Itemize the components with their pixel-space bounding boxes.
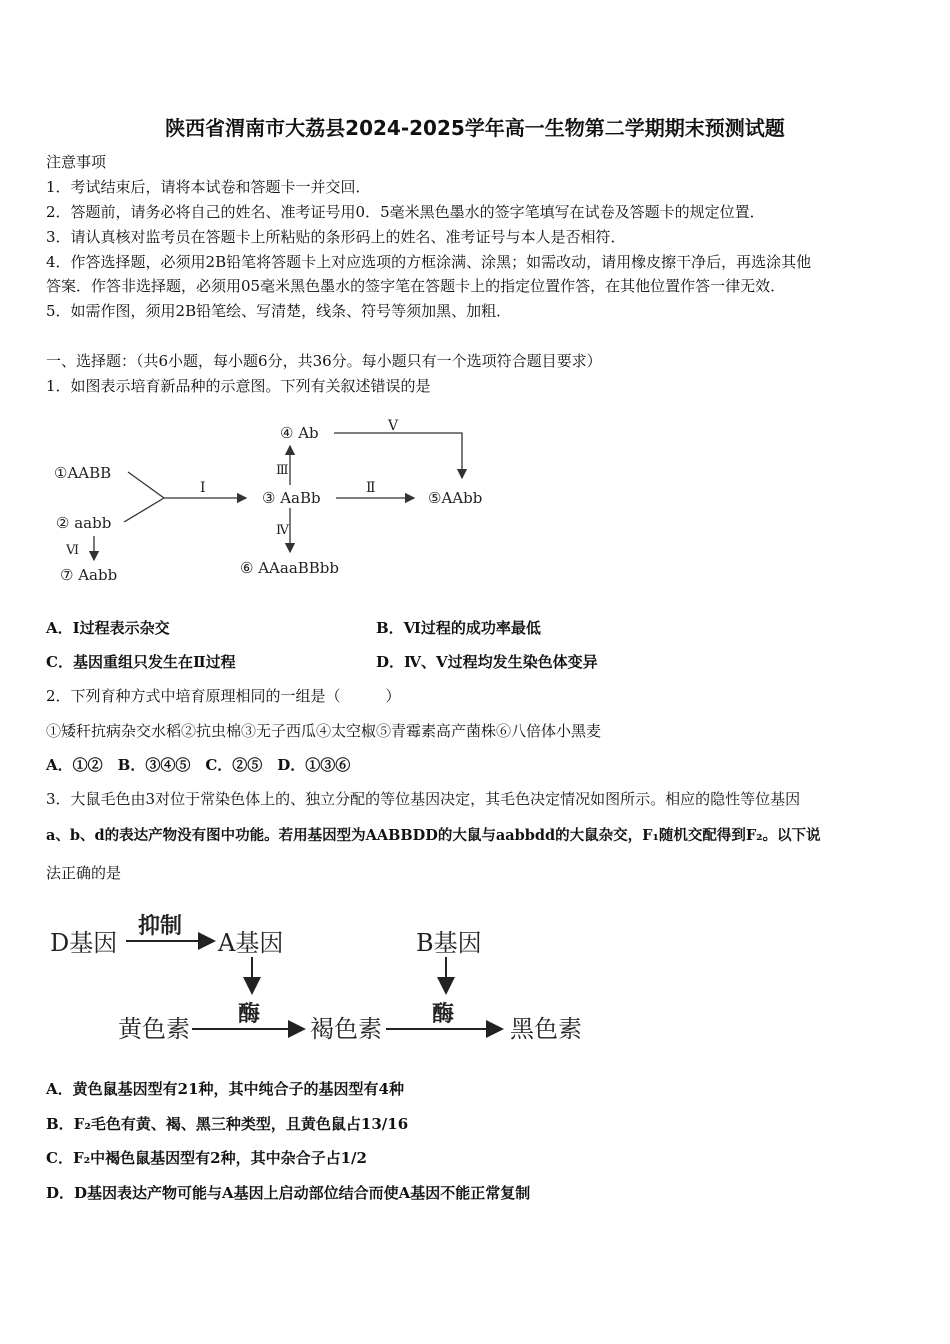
q2-options: A．①② B．③④⑤ C．②⑤ D．①③⑥	[46, 756, 351, 774]
q2-stem: 2．下列育种方式中培育原理相同的一组是（ ）	[46, 687, 401, 705]
q1-option-a: A．Ⅰ过程表示杂交	[46, 619, 170, 637]
label-IV: Ⅳ	[276, 523, 289, 538]
q3-stem-line1: 3．大鼠毛色由3对位于常染色体上的、独立分配的等位基因决定，其毛色决定情况如图所示。相应的隐性等位基因	[46, 790, 801, 808]
q1-option-c: C．基因重组只发生在Ⅱ过程	[46, 653, 236, 671]
q1-stem: 1．如图表示培育新品种的示意图。下列有关叙述错误的是	[46, 377, 431, 395]
q3-option-d: D．D基因表达产物可能与A基因上启动部位结合而使A基因不能正常复制	[46, 1184, 531, 1202]
q3-stem-line3: 法正确的是	[46, 864, 122, 882]
notice-item-4-cont: 答案．作答非选择题，必须用05毫米黑色墨水的签字笔在答题卡上的指定位置作答，在其他位置作答一律无效．	[46, 277, 786, 295]
yellow-pigment-label: 黄色素	[118, 1015, 190, 1043]
label-VI: Ⅵ	[66, 543, 80, 558]
node-aabb-parent1: ①AABB	[54, 464, 112, 482]
q1-option-b: B．Ⅵ过程的成功率最低	[376, 619, 541, 637]
node-aabb-parent2: ② aabb	[56, 514, 112, 532]
q1-breeding-diagram	[40, 410, 510, 590]
notice-item-4: 4．作答选择题，必须用2B铅笔将答题卡上对应选项的方框涂满、涂黑；如需改动，请用橡皮擦干净后，再选涂其他	[46, 253, 812, 271]
q3-stem-line2: a、b、d的表达产物没有图中功能。若用基因型为AABBDD的大鼠与aabbdd的大鼠杂交，F₁随机交配得到F₂。以下说	[46, 827, 821, 844]
q3-option-c: C．F₂中褐色鼠基因型有2种，其中杂合子占1/2	[46, 1149, 367, 1167]
node-aabb-3: ③ AaBb	[262, 489, 321, 507]
q1-option-d: D．Ⅳ、Ⅴ过程均发生染色体变异	[376, 653, 598, 671]
q3-option-a: A．黄色鼠基因型有21种，其中纯合子的基因型有4种	[46, 1080, 404, 1098]
label-III: Ⅲ	[276, 463, 289, 478]
branch-line-lower	[124, 498, 164, 522]
notice-item-1: 1．考试结束后，请将本试卷和答题卡一并交回．	[46, 178, 371, 196]
node-ab-4: ④ Ab	[280, 424, 319, 442]
node-aabb-5: ⑤AAbb	[428, 489, 483, 507]
q3-pigment-diagram	[46, 905, 606, 1055]
notice-item-2: 2．答题前，请务必将自己的姓名、准考证号用0．5毫米黑色墨水的签字笔填写在试卷及答题卡的规定位置．	[46, 203, 765, 221]
black-pigment-label: 黑色素	[510, 1015, 582, 1043]
inhibit-label: 抑制	[138, 913, 183, 939]
node-aaaabbbb-6: ⑥ AAaaBBbb	[240, 559, 340, 577]
notice-heading: 注意事项	[46, 153, 107, 171]
node-aabb-7: ⑦ Aabb	[60, 566, 118, 584]
label-II: Ⅱ	[366, 480, 376, 496]
brown-pigment-label: 褐色素	[310, 1015, 382, 1043]
branch-line-upper	[128, 472, 164, 498]
page-title: 陕西省渭南市大荔县2024-2025学年高一生物第二学期期末预测试题	[165, 116, 785, 140]
a-gene-label: A基因	[218, 929, 284, 957]
enzyme-label-1: 酶	[238, 1001, 261, 1027]
q3-option-b: B．F₂毛色有黄、褐、黑三种类型，且黄色鼠占13/16	[46, 1115, 409, 1133]
notice-item-3: 3．请认真核对监考员在答题卡上所粘贴的条形码上的姓名、准考证号与本人是否相符．	[46, 228, 626, 246]
d-gene-label: D基因	[50, 929, 118, 957]
notice-item-5: 5．如需作图，须用2B铅笔绘、写清楚，线条、符号等须加黑、加粗．	[46, 302, 512, 320]
label-V: Ⅴ	[388, 418, 399, 434]
q2-list: ①矮秆抗病杂交水稻②抗虫棉③无子西瓜④太空椒⑤青霉素高产菌株⑥八倍体小黑麦	[46, 722, 602, 740]
section-heading: 一、选择题：（共6小题，每小题6分，共36分。每小题只有一个选项符合题目要求）	[46, 352, 602, 370]
enzyme-label-2: 酶	[432, 1001, 455, 1027]
b-gene-label: B基因	[416, 929, 482, 957]
arrow-V	[334, 433, 462, 478]
label-I: Ⅰ	[200, 480, 206, 496]
